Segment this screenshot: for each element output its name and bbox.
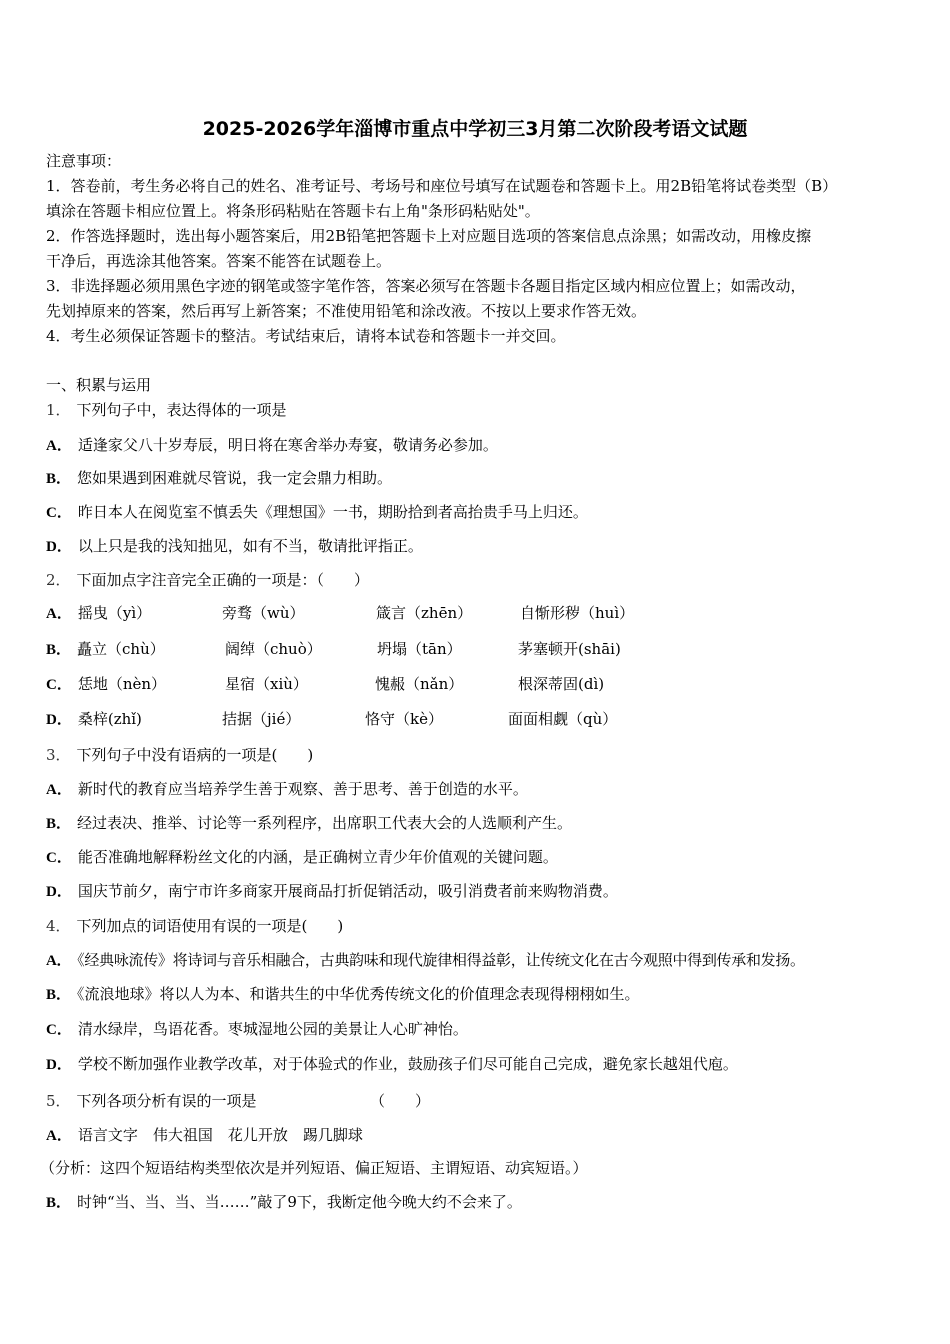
question-4-stem: 4． 下列加点的词语使用有误的一项是( ) bbox=[46, 917, 344, 935]
question-4-option-d: D． 学校不断加强作业教学改革，对于体验式的作业，鼓励孩子们尽可能自己完成，避免家长越俎代庖。 bbox=[46, 1055, 738, 1073]
pinyin-item: 自惭形秽（huì） bbox=[520, 604, 635, 622]
question-3-option-d: D． 国庆节前夕，南宁市许多商家开展商品打折促销活动，吸引消费者前来购物消费。 bbox=[46, 882, 618, 900]
notes-heading: 注意事项： bbox=[46, 152, 122, 170]
question-5-option-b: B． 时钟“当、当、当、当……”敲了9下，我断定他今晚大约不会来了。 bbox=[46, 1193, 522, 1211]
section-heading: 一、积累与运用 bbox=[46, 376, 152, 394]
pinyin-item: 愧赧（nǎn） bbox=[375, 675, 464, 693]
note-line: 3．非选择题必须用黑色字迹的钢笔或签字笔作答，答案必须写在答题卡各题目指定区域内相应位置上；如需改动， bbox=[46, 277, 806, 295]
question-3-stem: 3． 下列句子中没有语病的一项是( ) bbox=[46, 746, 314, 764]
question-3-option-b: B． 经过表决、推举、讨论等一系列程序，出席职工代表大会的人选顺利产生。 bbox=[46, 814, 573, 832]
note-line: 填涂在答题卡相应位置上。将条形码粘贴在答题卡右上角"条形码粘贴处"。 bbox=[46, 202, 540, 220]
pinyin-item: 面面相觑（qù） bbox=[508, 710, 618, 728]
question-1-option-d: D． 以上只是我的浅知拙见，如有不当，敬请批评指正。 bbox=[46, 537, 423, 555]
note-line: 干净后，再选涂其他答案。答案不能答在试题卷上。 bbox=[46, 252, 392, 270]
note-line: 先划掉原来的答案，然后再写上新答案；不准使用铅笔和涂改液。不按以上要求作答无效。 bbox=[46, 302, 647, 320]
question-1-stem: 1． 下列句子中，表达得体的一项是 bbox=[46, 401, 287, 419]
pinyin-item: 拮据（jié） bbox=[222, 710, 301, 728]
question-1-option-b: B． 您如果遇到困难就尽管说，我一定会鼎力相助。 bbox=[46, 469, 393, 487]
pinyin-item: 旁骛（wù） bbox=[222, 604, 305, 622]
question-2-stem: 2． 下面加点字注音完全正确的一项是：（ ） bbox=[46, 571, 370, 589]
question-2-option-b: B． 矗立（chù） bbox=[46, 640, 165, 658]
pinyin-item: 根深蒂固(dì) bbox=[518, 675, 605, 693]
question-4-option-b: B． 《流浪地球》将以人为本、和谐共生的中华优秀传统文化的价值理念表现得栩栩如生。 bbox=[46, 985, 640, 1003]
question-5-stem: 5． 下列各项分析有误的一项是 bbox=[46, 1092, 257, 1110]
question-4-option-a: A． 《经典咏流传》将诗词与音乐相融合，古典韵味和现代旋律相得益彰，让传统文化在古今观照中得到传承和发扬。 bbox=[46, 951, 805, 969]
note-line: 1．答卷前，考生务必将自己的姓名、准考证号、考场号和座位号填写在试题卷和答题卡上。用2B铅笔将试卷类型（B） bbox=[46, 177, 838, 195]
page-title: 2025-2026学年淄博市重点中学初三3月第二次阶段考语文试题 bbox=[202, 118, 748, 140]
question-1-option-c: C． 昨日本人在阅览室不慎丢失《理想国》一书，期盼拾到者高抬贵手马上归还。 bbox=[46, 503, 588, 521]
pinyin-item: 茅塞顿开(shāi) bbox=[518, 640, 621, 658]
pinyin-item: 阔绰（chuò） bbox=[225, 640, 322, 658]
question-5-option-a: A． 语言文字 伟大祖国 花儿开放 踢几脚球 bbox=[46, 1126, 363, 1144]
note-line: 4．考生必须保证答题卡的整洁。考试结束后，请将本试卷和答题卡一并交回。 bbox=[46, 327, 566, 345]
question-2-option-d: D． 桑梓(zhǐ) bbox=[46, 710, 142, 728]
question-5-analysis: （分析：这四个短语结构类型依次是并列短语、偏正短语、主谓短语、动宾短语。） bbox=[40, 1159, 588, 1177]
pinyin-item: 星宿（xiù） bbox=[225, 675, 308, 693]
note-line: 2．作答选择题时，选出每小题答案后，用2B铅笔把答题卡上对应题目选项的答案信息点涂黑；如需改动，用橡皮擦 bbox=[46, 227, 812, 245]
pinyin-item: 恪守（kè） bbox=[365, 710, 443, 728]
question-3-option-c: C． 能否准确地解释粉丝文化的内涵，是正确树立青少年价值观的关键问题。 bbox=[46, 848, 558, 866]
question-2-option-c: C． 恁地（nèn） bbox=[46, 675, 167, 693]
pinyin-item: 坍塌（tān） bbox=[377, 640, 462, 658]
question-2-option-a: A． 摇曳（yì） bbox=[46, 604, 152, 622]
answer-blank: （ ） bbox=[370, 1092, 431, 1110]
question-1-option-a: A． 适逢家父八十岁寿辰，明日将在寒舍举办寿宴，敬请务必参加。 bbox=[46, 436, 498, 454]
pinyin-item: 箴言（zhēn） bbox=[376, 604, 473, 622]
question-3-option-a: A． 新时代的教育应当培养学生善于观察、善于思考、善于创造的水平。 bbox=[46, 780, 528, 798]
question-4-option-c: C． 清水绿岸，鸟语花香。枣城湿地公园的美景让人心旷神怡。 bbox=[46, 1020, 468, 1038]
